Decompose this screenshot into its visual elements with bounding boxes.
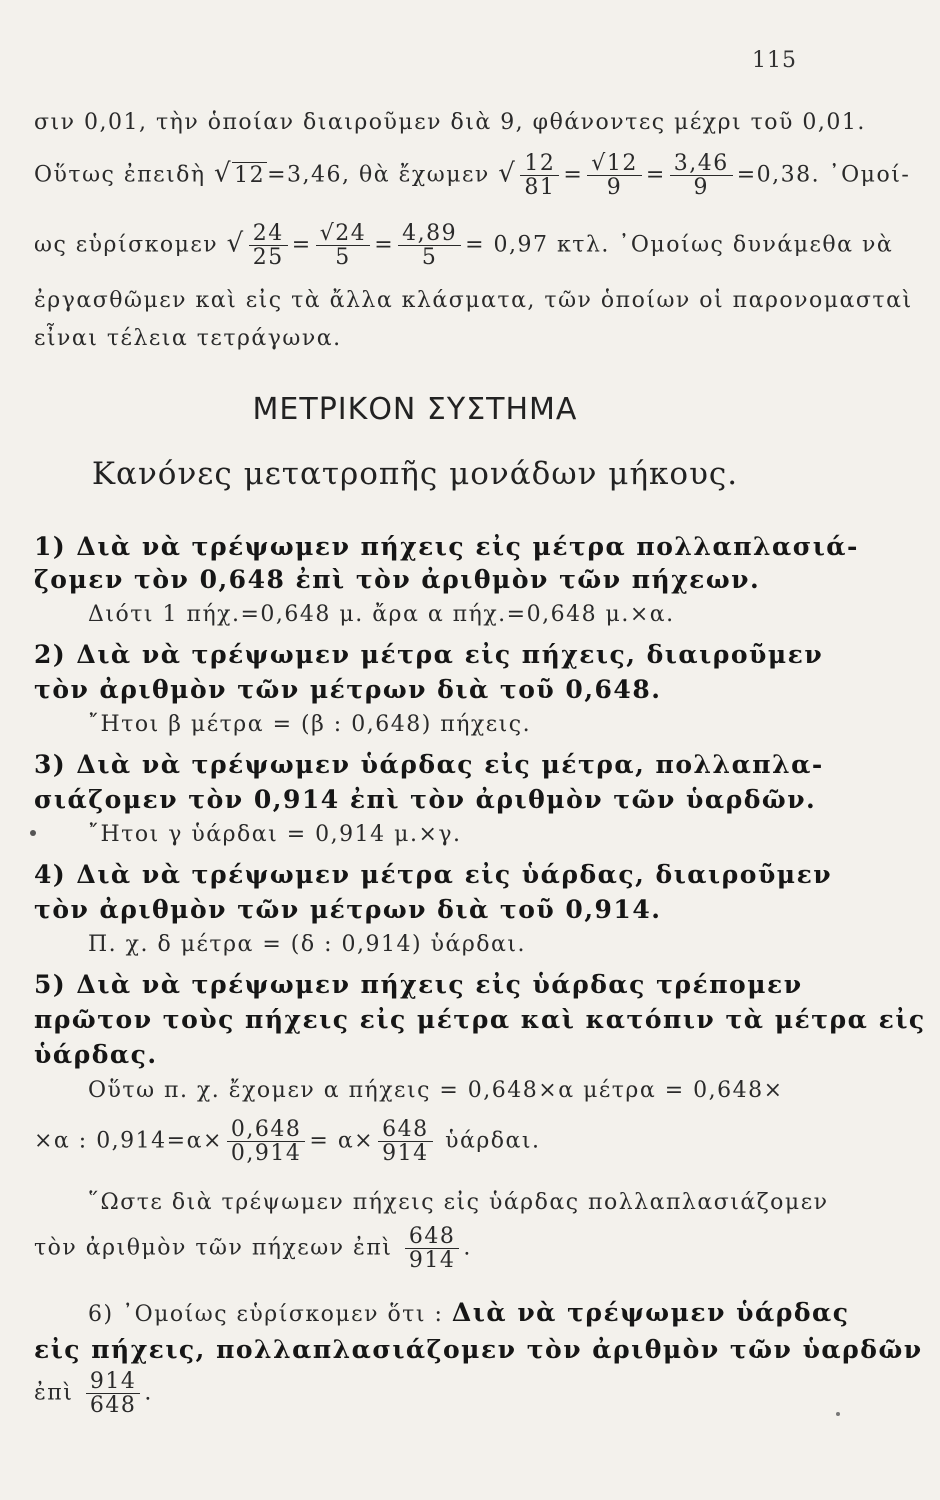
rule-5-text: ὑάρδαι. (445, 1128, 541, 1154)
rule-1-example: Διότι 1 πήχ.=0,648 μ. ἄρα α πήχ.=0,648 μ.×α. (88, 602, 675, 627)
rule-6-line-2: εἰς πήχεις, πολλαπλασιάζομεν τὸν ἀριθμὸν τῶν ὑαρδῶν (34, 1335, 923, 1364)
rule-5-text: = α× (309, 1128, 375, 1154)
sqrt-sign: √ (214, 158, 233, 189)
rule-4-example: Π. χ. δ μέτρα = (δ : 0,914) ὑάρδαι. (88, 932, 526, 957)
rule-1-line-2: ζομεν τὸν 0,648 ἐπὶ τὸν ἀριθμὸν τῶν πήχεων. (34, 565, 761, 594)
intro-line-1: σιν 0,01, τὴν ὁποίαν διαιροῦμεν διὰ 9, φθάνοντες μέχρι τοῦ 0,01. (34, 110, 866, 135)
intro-line-2: Οὕτως ἐπειδὴ √12=3,46, θὰ ἔχωμεν √ $\frac{12}{81}$ = $\frac{√12}{9}$ = $\frac{3,46}{9}$ =0,38. ᾽Ομοί- (34, 151, 911, 201)
rule-2-line-2: τὸν ἀριθμὸν τῶν μέτρων διὰ τοῦ 0,648. (34, 675, 662, 704)
rule-6-text: . (144, 1380, 153, 1406)
intro-line-3: ως εὑρίσκομεν √ $\frac{24}{25}$ = $\frac{√24}{5}$ = $\frac{4,89}{5}$ = 0,97 κτλ. ᾽Ομοίως δυνάμεθα νὰ (34, 221, 894, 271)
intro-line-2-text: =0,38. ᾽Ομοί- (736, 162, 911, 188)
rule-5-example-line-2 (34, 1118, 541, 1165)
fraction: $\frac{√12}{9}$ (587, 152, 642, 199)
rule-3-line-1: 3) Διὰ νὰ τρέψωμεν ὑάρδας εἰς μέτρα, πολλαπλα- (34, 750, 824, 779)
sqrt-sign: √ (226, 228, 245, 259)
intro-line-2-text: Οὕτως ἐπειδὴ (34, 162, 215, 188)
rule-6-line-1 (88, 1298, 850, 1327)
rule-5-text: . (463, 1235, 472, 1261)
fraction: $\frac{914}{648}$ (86, 1370, 141, 1417)
intro-line-5: εἶναι τέλεια τετράγωνα. (34, 326, 342, 351)
fraction: $\frac{0,648}{0,914}$ (227, 1118, 305, 1165)
rule-5-text: ×α : 0,914=α× (34, 1128, 223, 1154)
fraction: $\frac{12}{81}$ (520, 152, 559, 199)
rule-5-conclusion-line-2 (34, 1225, 472, 1272)
section-subheading: Κανόνες μετατροπῆς μονάδων μήκους. (91, 456, 739, 492)
fraction: $\frac{648}{914}$ (378, 1118, 433, 1165)
rule-5-line-1: 5) Διὰ νὰ τρέψωμεν πήχεις εἰς ὑάρδας τρέπομεν (34, 970, 803, 999)
rule-4-line-2: τὸν ἀριθμὸν τῶν μέτρων διὰ τοῦ 0,914. (34, 895, 662, 924)
intro-line-3-text: ως εὑρίσκομεν (34, 232, 219, 258)
rule-2-example: ῎Ητοι β μέτρα = (β : 0,648) πήχεις. (88, 712, 532, 737)
rule-1-line-1: 1) Διὰ νὰ τρέψωμεν πήχεις εἰς μέτρα πολλαπλασιά- (34, 532, 859, 561)
ink-speck (836, 1412, 840, 1416)
radicand: 12 (234, 162, 266, 188)
fraction: $\frac{4,89}{5}$ (398, 222, 461, 269)
rule-5-conclusion-line-1: ῞Ωστε διὰ τρέψωμεν πήχεις εἰς ὑάρδας πολλαπλασιάζομεν (88, 1190, 829, 1215)
rule-6-line-3 (34, 1370, 153, 1417)
rule-3-example: ῎Ητοι γ ὑάρδαι = 0,914 μ.×γ. (88, 822, 462, 847)
intro-line-3-text: = 0,97 κτλ. ᾽Ομοίως δυνάμεθα νὰ (465, 232, 894, 258)
rule-6-text: ἐπὶ (34, 1380, 74, 1406)
rule-2-line-1: 2) Διὰ νὰ τρέψωμεν μέτρα εἰς πήχεις, διαιροῦμεν (34, 640, 824, 669)
rule-5-example-line-1: Οὕτω π. χ. ἔχομεν α πήχεις = 0,648×α μέτρα = 0,648× (88, 1078, 784, 1103)
rule-5-line-3: ὑάρδας. (34, 1040, 158, 1069)
fraction: $\frac{3,46}{9}$ (670, 152, 733, 199)
section-heading: ΜΕΤΡΙΚΟΝ ΣΥΣΤΗΜΑ (252, 392, 578, 427)
rule-3-line-2: σιάζομεν τὸν 0,914 ἐπὶ τὸν ἀριθμὸν τῶν ὑαρδῶν. (34, 785, 817, 814)
sqrt-sign: √ (498, 158, 517, 189)
fraction: $\frac{√24}{5}$ (316, 222, 371, 269)
rule-4-line-1: 4) Διὰ νὰ τρέψωμεν μέτρα εἰς ὑάρδας, διαιροῦμεν (34, 860, 833, 889)
fraction: $\frac{648}{914}$ (405, 1225, 460, 1272)
intro-line-2-text: =3,46, θὰ ἔχωμεν (267, 162, 490, 188)
rule-5-line-2: πρῶτον τοὺς πήχεις εἰς μέτρα καὶ κατόπιν τὰ μέτρα εἰς (34, 1005, 926, 1034)
rule-6-bold: Διὰ νὰ τρέψωμεν ὑάρδας (451, 1298, 850, 1327)
ink-speck (30, 830, 36, 836)
intro-line-4: ἐργασθῶμεν καὶ εἰς τὰ ἄλλα κλάσματα, τῶν ὁποίων οἱ παρονομασταὶ (34, 288, 913, 313)
fraction: $\frac{24}{25}$ (249, 222, 288, 269)
rule-6-text: 6) ᾽Ομοίως εὑρίσκομεν ὅτι : (88, 1302, 452, 1327)
page-number: 115 (752, 48, 797, 73)
rule-5-text: τὸν ἀριθμὸν τῶν πήχεων ἐπὶ (34, 1235, 393, 1261)
